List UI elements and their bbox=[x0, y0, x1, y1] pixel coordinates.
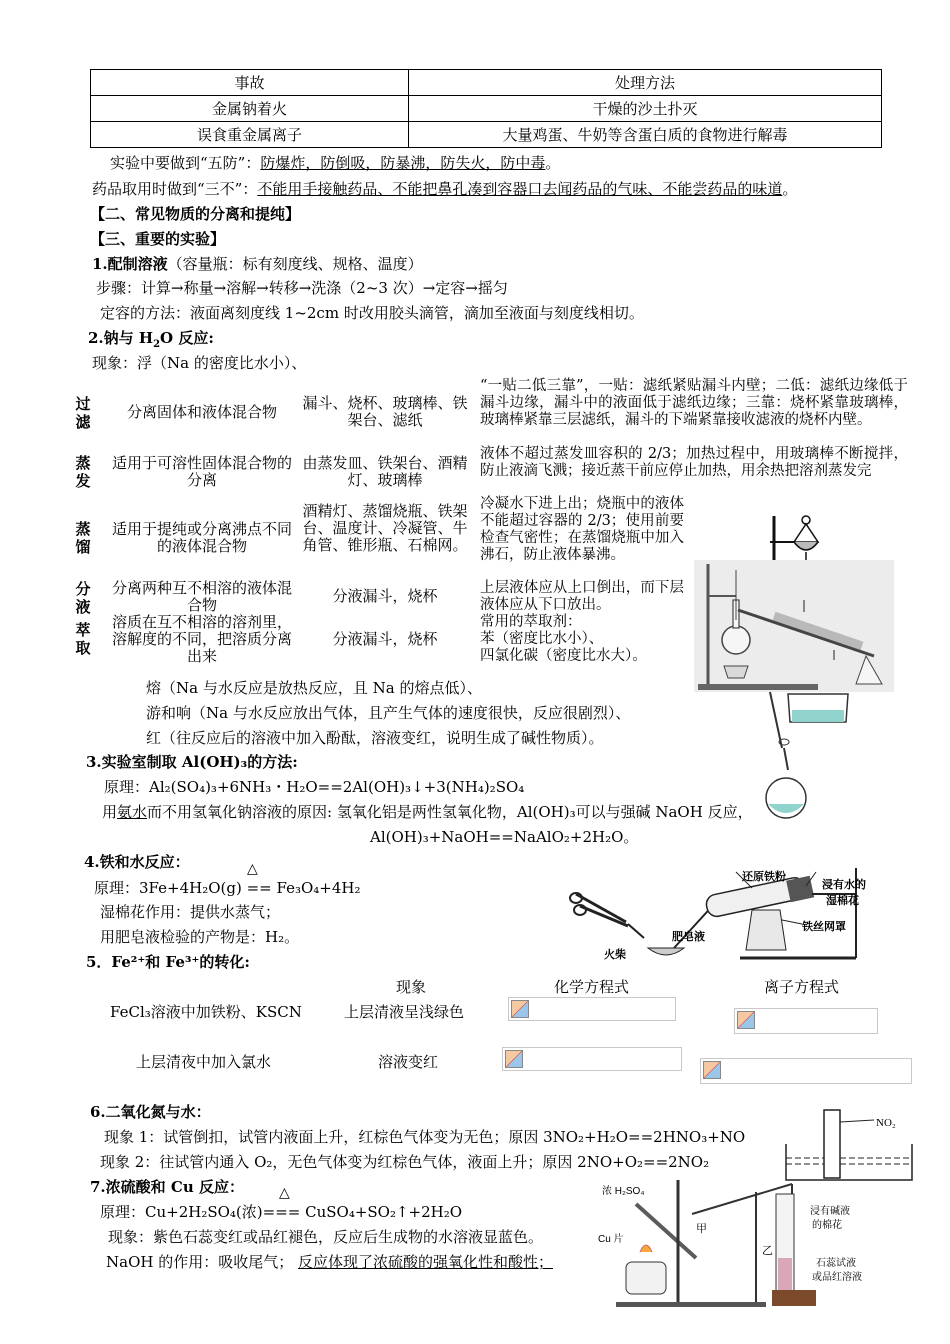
fig-label-wet-cotton-b: 湿棉花 bbox=[826, 895, 859, 907]
fig-label-no2: NO₂ bbox=[876, 1117, 896, 1129]
exp1-title: 1.配制溶液 bbox=[92, 255, 168, 273]
three-not-line bbox=[92, 178, 797, 199]
fig-label-conc-h2so4: 浓 H₂SO₄ bbox=[602, 1186, 645, 1197]
exp5-header-phenomenon: 现象 bbox=[396, 978, 427, 996]
table-header-cell: 事故 bbox=[91, 70, 409, 96]
separation-use: 适用于可溶性固体混合物的分离 bbox=[112, 454, 293, 489]
five-prevent-prefix: 实验中要做到“五防”： bbox=[110, 154, 261, 172]
exp1-title-line bbox=[92, 253, 423, 274]
exp7-property: 反应体现了浓硫酸的强氧化性和酸性； bbox=[298, 1253, 554, 1271]
exp4-title: 4.铁和水反应： bbox=[84, 853, 190, 871]
three-not-items: 不能用手接触药品、不能把鼻孔凑到容器口去闻药品的气味、不能尝药品的味道 bbox=[257, 180, 783, 198]
three-not-suffix: 。 bbox=[782, 180, 798, 198]
exp2-melt: 熔（Na 与水反应是放热反应，且 Na 的熔点低）、 bbox=[146, 679, 482, 697]
fig-label-cu: Cu 片 bbox=[598, 1234, 624, 1245]
separation-apparatus: 分液漏斗，烧杯 bbox=[332, 587, 438, 605]
distillation-figure bbox=[694, 560, 894, 692]
no2-tube-figure bbox=[784, 1104, 914, 1182]
fig-label-jia: 甲 bbox=[696, 1223, 707, 1235]
exp3-reason bbox=[102, 801, 753, 822]
separation-name: 蒸发 bbox=[75, 454, 91, 490]
iron-steam-figure bbox=[566, 858, 894, 968]
fig-label-wire-gauze: 铁丝网罩 bbox=[802, 921, 846, 933]
exp7-principle: 原理：Cu+2H₂SO₄(浓)=== CuSO₄+SO₂↑+2H₂O bbox=[100, 1203, 463, 1221]
exp2-swim: 游和响（Na 与水反应放出气体，且产生气体的速度很快，反应很剧烈）、 bbox=[146, 704, 631, 722]
exp6-phenomenon-2: 现象 2：往试管内通入 O₂，无色气体变为红棕色气体，液面上升；原因 2NO+O₂==2NO₂ bbox=[100, 1153, 710, 1171]
separation-name: 过滤 bbox=[75, 395, 91, 431]
separation-use: 溶质在互不相溶的溶剂里，溶解度的不同，把溶质分离出来 bbox=[112, 613, 293, 665]
equation-image-placeholder bbox=[700, 1058, 912, 1084]
separation-use: 分离固体和液体混合物 bbox=[126, 403, 277, 421]
exp3-principle: 原理：Al₂(SO₄)₃+6NH₃・H₂O==2Al(OH)₃↓+3(NH₄)₂SO₄ bbox=[104, 778, 525, 796]
equation-image-placeholder bbox=[502, 1047, 682, 1071]
exp4-principle: 原理：3Fe+4H₂O(g) == Fe₃O₄+4H₂ bbox=[94, 879, 361, 897]
broken-image-icon bbox=[737, 1011, 755, 1029]
separation-name: 分液 bbox=[75, 580, 91, 616]
table-row bbox=[91, 122, 882, 148]
five-prevent-suffix: 。 bbox=[545, 154, 561, 172]
fig-label-alkali-cotton-b: 的棉花 bbox=[812, 1220, 842, 1231]
broken-image-icon bbox=[505, 1050, 523, 1068]
table-row bbox=[91, 96, 882, 122]
broken-image-icon bbox=[511, 1000, 529, 1018]
separation-use: 适用于提纯或分离沸点不同的液体混合物 bbox=[112, 520, 293, 555]
exp7-naoh-line bbox=[106, 1251, 553, 1272]
exp2-title-a: 2.钠与 H bbox=[88, 329, 154, 347]
exp5-row2-phenomenon: 溶液变红 bbox=[378, 1053, 439, 1071]
equation-image-placeholder bbox=[734, 1008, 878, 1034]
exp3-reason-a: 用 bbox=[102, 803, 118, 821]
copper-sulfuric-figure bbox=[596, 1174, 896, 1308]
heat-symbol: △ bbox=[247, 861, 258, 877]
separation-use: 分离两种互不相溶的液体混合物 bbox=[112, 579, 293, 614]
exp5-row2-op: 上层清夜中加入氯水 bbox=[136, 1053, 272, 1071]
separation-notes: 常用的萃取剂： 苯（密度比水小）、 四氯化碳（密度比水大）。 bbox=[480, 614, 647, 664]
accident-table bbox=[90, 69, 882, 148]
table-header-cell: 处理方法 bbox=[409, 70, 882, 96]
exp1-method: 定容的方法：液面离刻度线 1~2cm 时改用胶头滴管，滴加至液面与刻度线相切。 bbox=[100, 304, 644, 322]
section-experiments-heading: 【三、重要的实验】 bbox=[90, 230, 226, 248]
exp2-title-b: O 反应: bbox=[160, 329, 214, 347]
exp2-red: 红（往反应后的溶液中加入酚酞，溶液变红，说明生成了碱性物质）。 bbox=[146, 729, 604, 747]
separation-apparatus: 分液漏斗，烧杯 bbox=[332, 630, 438, 648]
separation-apparatus: 由蒸发皿、铁架台、酒精灯、玻璃棒 bbox=[302, 454, 468, 489]
fig-label-litmus-a: 石蕊试液 bbox=[816, 1258, 856, 1269]
exp2-title bbox=[88, 327, 214, 350]
five-prevent-line bbox=[110, 152, 560, 173]
exp5-row1-op: FeCl₃溶液中加铁粉、KSCN bbox=[110, 1003, 302, 1021]
exp1-title-note: （容量瓶：标有刻度线、规格、温度） bbox=[167, 255, 423, 273]
exp6-phenomenon-1: 现象 1：试管倒扣，试管内液面上升，红棕色气体变为无色；原因 3NO₂+H₂O==2HNO₃+NO bbox=[104, 1128, 746, 1146]
exp5-header-ion-eq: 离子方程式 bbox=[764, 978, 840, 996]
table-cell: 干燥的沙土扑灭 bbox=[409, 96, 882, 122]
exp3-equation: Al(OH)₃+NaOH==NaAlO₂+2H₂O。 bbox=[370, 828, 639, 846]
separation-notes: 液体不超过蒸发皿容积的 2/3；加热过程中，用玻璃棒不断搅拌，防止液滴飞溅；接近蒸干前应停止加热，用余热把溶剂蒸发完 bbox=[480, 446, 908, 479]
table-cell: 大量鸡蛋、牛奶等含蛋白质的食物进行解毒 bbox=[409, 122, 882, 148]
separation-apparatus: 漏斗、烧杯、玻璃棒、铁架台、滤纸 bbox=[302, 394, 468, 429]
exp5-row1-phenomenon: 上层清液呈浅绿色 bbox=[344, 1003, 465, 1021]
table-row bbox=[91, 70, 882, 96]
table-cell: 误食重金属离子 bbox=[91, 122, 409, 148]
heat-symbol: △ bbox=[279, 1185, 290, 1201]
fig-label-soap: 肥皂液 bbox=[672, 931, 705, 943]
fig-label-alkali-cotton-a: 浸有碱液 bbox=[810, 1206, 850, 1217]
five-prevent-items: 防爆炸，防倒吸，防暴沸，防失火，防中毒 bbox=[260, 154, 546, 172]
separation-name: 蒸馏 bbox=[75, 520, 91, 556]
exp4-test: 用肥皂液检验的产物是：H₂。 bbox=[100, 928, 300, 946]
exp1-steps: 步骤：计算→称量→溶解→转移→洗涤（2~3 次）→定容→摇匀 bbox=[96, 279, 508, 297]
exp3-reason-b: 而不用氢氧化钠溶液的原因: 氢氧化铝是两性氢氧化物，Al(OH)₃可以与强碱 NaOH 反应， bbox=[147, 803, 753, 821]
section-separation-heading: 【二、常见物质的分离和提纯】 bbox=[90, 205, 301, 223]
three-not-prefix: 药品取用时做到“三不”： bbox=[92, 180, 258, 198]
exp7-naoh: NaOH 的作用：吸收尾气； bbox=[106, 1253, 294, 1271]
exp6-title: 6.二氧化氮与水： bbox=[90, 1103, 211, 1121]
equation-image-placeholder bbox=[508, 997, 676, 1021]
exp3-title: 3.实验室制取 Al(OH)₃的方法: bbox=[86, 753, 298, 771]
broken-image-icon bbox=[703, 1061, 721, 1079]
separation-apparatus: 酒精灯、蒸馏烧瓶、铁架台、温度计、冷凝管、牛角管、锥形瓶、石棉网。 bbox=[302, 502, 468, 554]
exp3-ammonia: 氨水 bbox=[117, 803, 148, 821]
exp4-cotton: 湿棉花作用：提供水蒸气； bbox=[100, 903, 281, 921]
table-cell: 金属钠着火 bbox=[91, 96, 409, 122]
fig-label-yi: 乙 bbox=[762, 1245, 773, 1257]
separation-notes: “一贴二低三靠”，一贴：滤纸紧贴漏斗内壁；二低：滤纸边缘低于漏斗边缘，漏斗中的液面低于滤纸边缘；三靠：烧杯紧靠玻璃棒，玻璃棒紧靠三层滤纸，漏斗的下端紧靠接收滤液的烧杯内壁。 bbox=[480, 378, 908, 428]
fig-label-wet-cotton-a: 浸有水的 bbox=[822, 879, 866, 891]
separation-name: 萃取 bbox=[75, 621, 91, 657]
fig-label-litmus-b: 或品红溶液 bbox=[812, 1272, 862, 1283]
exp7-phenomenon: 现象：紫色石蕊变红或品红褪色，反应后生成物的水溶液显蓝色。 bbox=[108, 1228, 544, 1246]
fig-label-iron-powder: 还原铁粉 bbox=[742, 871, 786, 883]
exp7-title: 7.浓硫酸和 Cu 反应： bbox=[90, 1178, 244, 1196]
exp2-title-sub: 2 bbox=[153, 339, 161, 350]
extraction-funnel-figure bbox=[758, 690, 850, 822]
exp2-phenomenon: 现象：浮（Na 的密度比水小）、 bbox=[92, 354, 307, 372]
fig-label-match: 火柴 bbox=[604, 949, 626, 961]
separation-notes: 上层液体应从上口倒出，而下层液体应从下口放出。 bbox=[480, 580, 684, 613]
exp5-header-chem-eq: 化学方程式 bbox=[554, 978, 630, 996]
separation-notes: 冷凝水下进上出；烧瓶中的液体不能超过容器的 2/3；使用前要检查气密性；在蒸馏烧瓶中加入沸石，防止液体暴沸。 bbox=[480, 496, 684, 563]
exp5-title: 5．Fe²⁺和 Fe³⁺的转化: bbox=[86, 953, 250, 971]
